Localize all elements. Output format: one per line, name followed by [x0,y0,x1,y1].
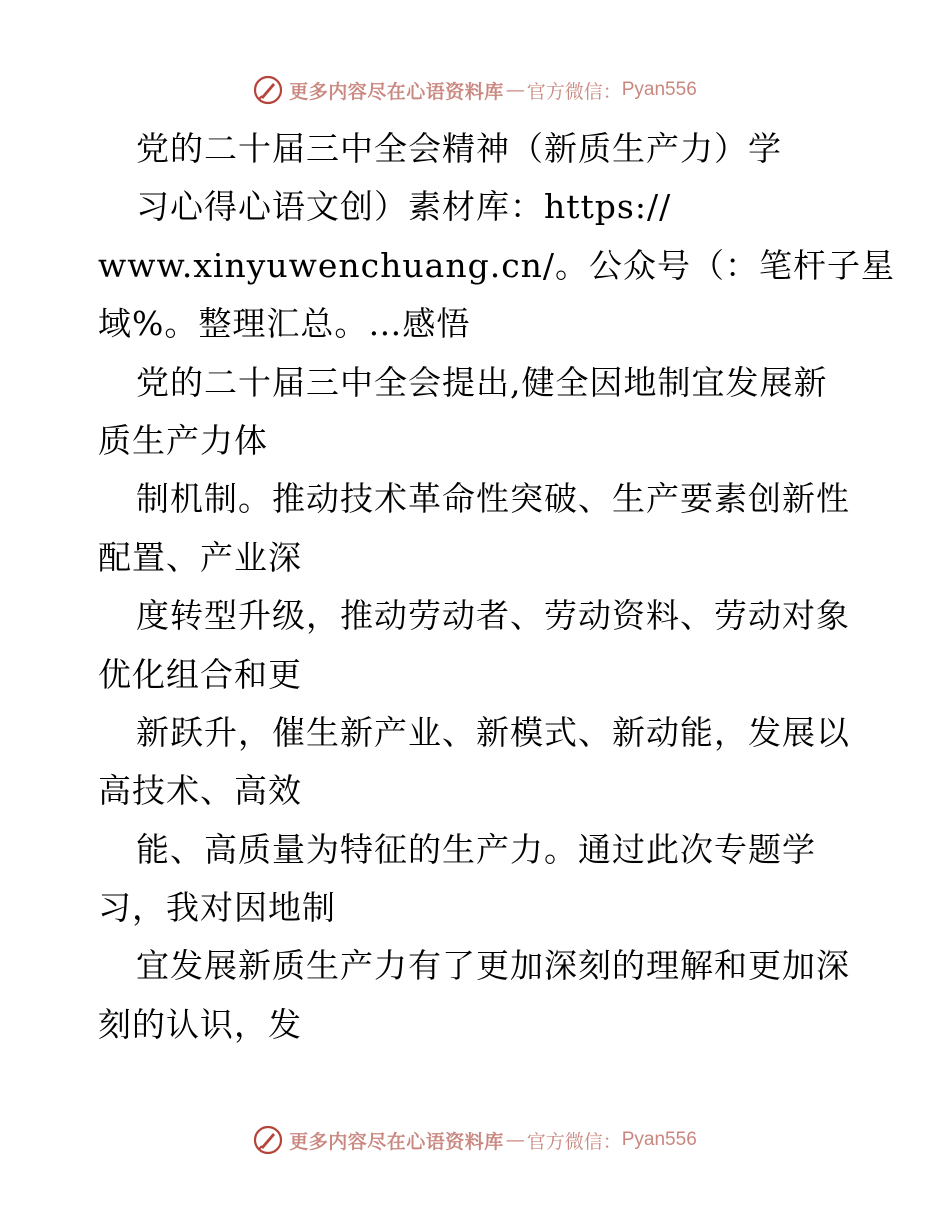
body-line: 新跃升，催生新产业、新模式、新动能，发展以 [136,712,850,752]
brand-separator: — [505,1129,525,1151]
brand-text: 更多内容尽在心语资料库 [289,1130,504,1153]
quill-pen-logo-icon [253,1125,283,1155]
body-line: 习心得心语文创）素材库：https:// [136,187,672,227]
body-line: 党的二十届三中全会提出,健全因地制宜发展新 [136,362,828,402]
body-line: 刻的认识，发 [98,1004,302,1044]
body-line: 域%。整理汇总。…感悟 [98,304,471,344]
quill-pen-logo-icon [253,75,283,105]
body-line: 宜发展新质生产力有了更加深刻的理解和更加深 [136,946,850,986]
document-body [98,120,896,1054]
brand-separator: — [505,79,525,101]
body-line: 度转型升级，推动劳动者、劳动资料、劳动对象 [136,596,850,636]
wechat-id: Pyan556 [621,1129,697,1150]
page-footer [0,1120,950,1160]
body-line: 高技术、高效 [98,771,302,811]
body-line: 质生产力体 [98,420,268,460]
body-line: 习，我对因地制 [98,888,336,928]
wechat-label: 官方微信： [526,1130,622,1153]
brand-text: 更多内容尽在心语资料库 [289,80,504,103]
body-line: www.xinyuwenchuang.cn/。公众号（：笔杆子星 [98,245,896,285]
body-line: 党的二十届三中全会精神（新质生产力）学 [136,129,782,168]
wechat-label: 官方微信： [526,80,622,103]
body-line: 配置、产业深 [98,537,302,577]
body-line: 能、高质量为特征的生产力。通过此次专题学 [136,829,816,869]
page-header [0,70,950,110]
body-line: 制机制。推动技术革命性突破、生产要素创新性 [136,479,850,519]
body-line: 优化组合和更 [98,654,302,694]
wechat-id: Pyan556 [621,79,697,100]
